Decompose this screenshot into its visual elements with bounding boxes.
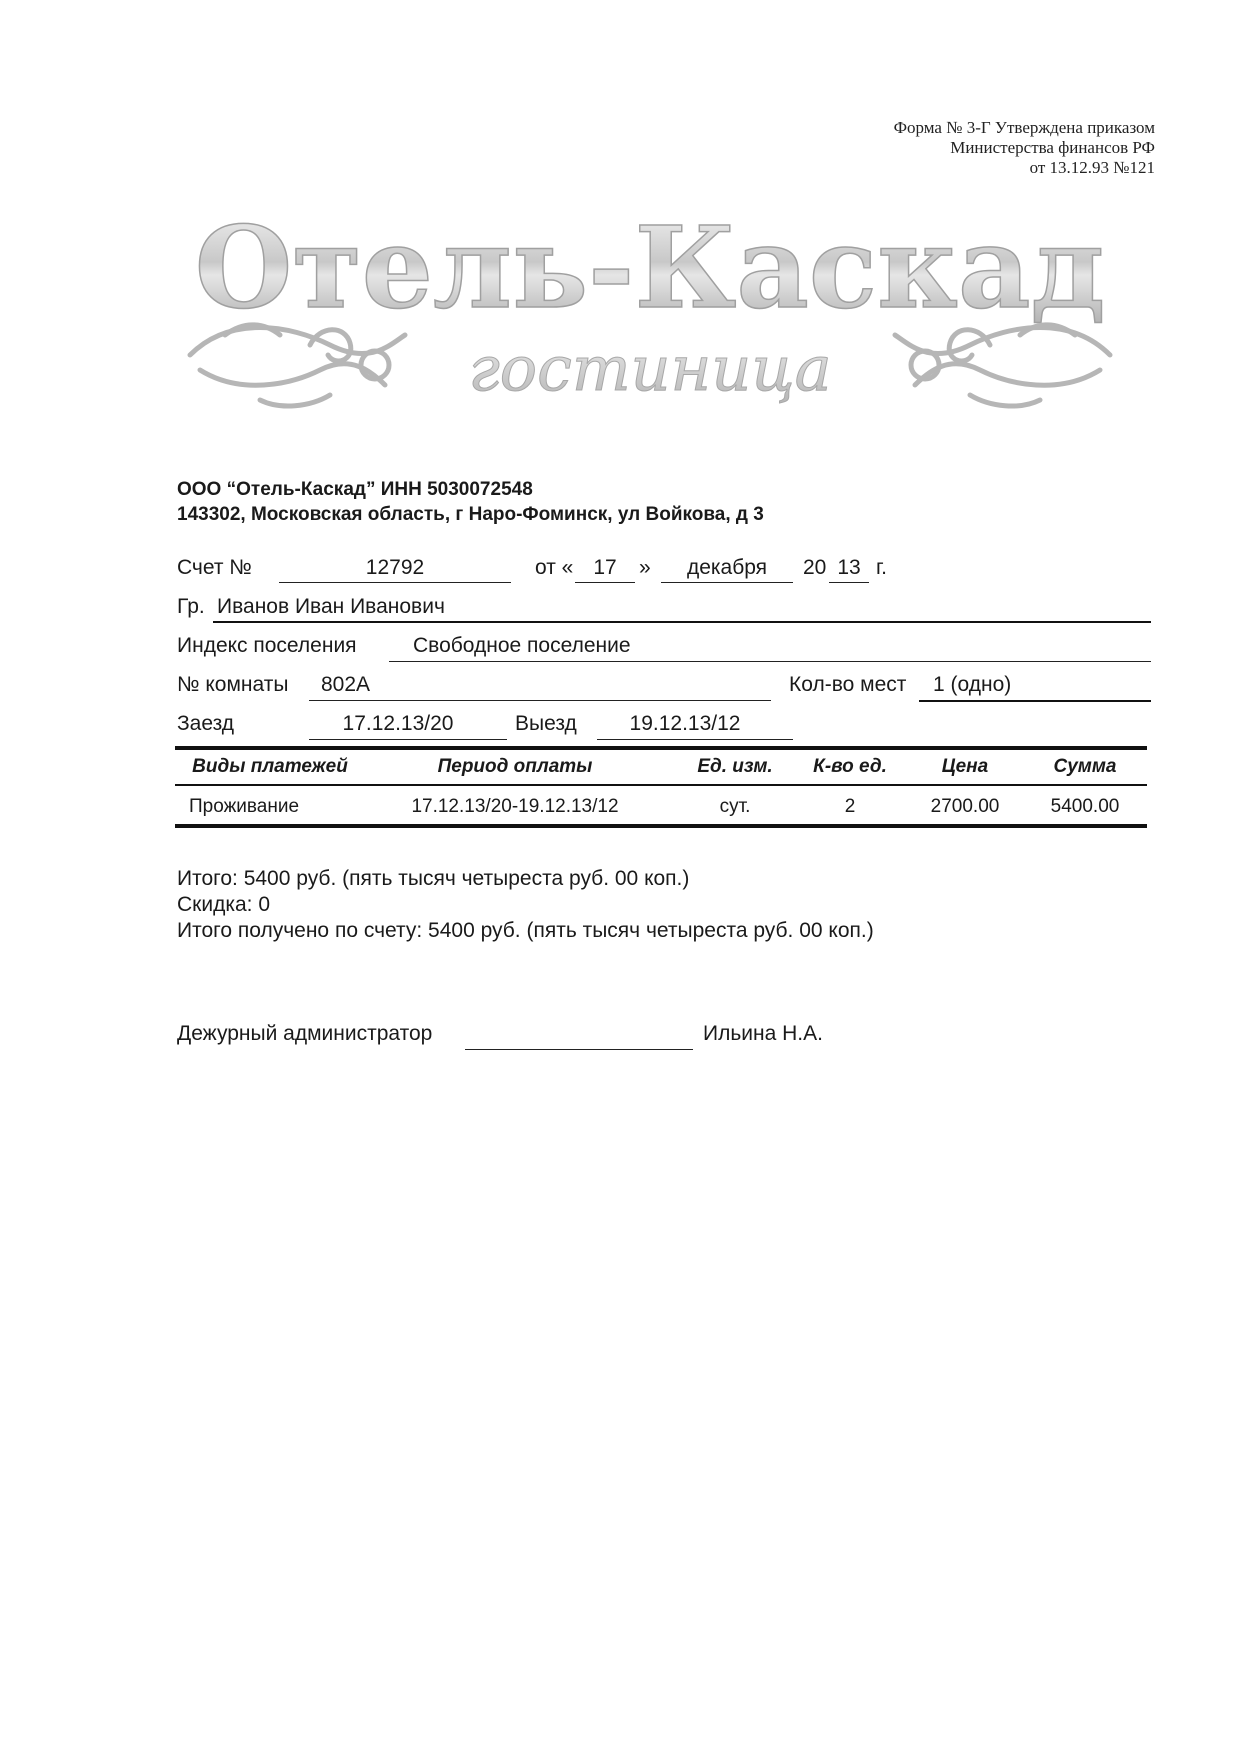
organization-block [177, 477, 764, 527]
checkin-label: Заезд [177, 712, 235, 735]
table-bottom-rule [175, 824, 1147, 828]
guest-underline [213, 621, 1151, 623]
room-underline [309, 700, 771, 701]
settlement-index-row [177, 634, 1157, 662]
discount: Скидка: 0 [177, 893, 271, 916]
invoice-number-value: 12792 [365, 556, 425, 579]
checkout-underline [597, 739, 793, 740]
form-note-line-2: Министерства финансов РФ [950, 138, 1155, 157]
settlement-index-label: Индекс поселения [177, 634, 357, 657]
settlement-index-underline [389, 661, 1151, 662]
form-approval-note [894, 118, 1155, 178]
date-year-underline [829, 582, 869, 583]
date-day-value: 17 [593, 556, 617, 579]
invoice-number-underline [279, 582, 511, 583]
signature-name: Ильина Н.А. [703, 1022, 823, 1045]
date-day-underline [575, 582, 635, 583]
left-ornament-icon [190, 325, 405, 406]
date-year-value: 13 [837, 556, 861, 579]
signature-line [465, 1049, 693, 1050]
table-top-rule [175, 746, 1147, 750]
date-month-value: декабря [686, 556, 768, 579]
date-month-underline [661, 582, 793, 583]
checkout-value: 19.12.13/12 [629, 712, 741, 735]
guest-label: Гр. [177, 595, 205, 618]
form-note-line-3: от 13.12.93 №121 [1029, 158, 1155, 177]
checkout-label: Выезд [515, 712, 577, 735]
total-received: Итого получено по счету: 5400 руб. (пять тысяч четыреста руб. 00 коп.) [177, 919, 874, 942]
logo-subtitle: гостиница [468, 332, 832, 405]
invoice-number-row [177, 556, 937, 584]
table-header-rule [175, 784, 1147, 786]
settlement-index-value: Свободное поселение [413, 634, 631, 657]
hotel-logo [170, 195, 1130, 445]
signature-row [177, 1022, 877, 1052]
table-header-payment-type: Виды платежей [192, 756, 348, 777]
table-header-quantity: К-во ед. [813, 756, 887, 777]
date-from-label: от « [535, 556, 574, 579]
organization-name: ООО “Отель-Каскад” ИНН 5030072548 [177, 479, 533, 500]
places-label: Кол-во мест [789, 673, 907, 696]
checkin-underline [309, 739, 507, 740]
date-day-close: » [639, 556, 651, 579]
total-amount: Итого: 5400 руб. (пять тысяч четыреста руб. 00 коп.) [177, 867, 690, 890]
table-cell-payment-type: Проживание [189, 796, 300, 817]
places-underline [919, 700, 1151, 702]
right-ornament-icon [895, 325, 1110, 406]
table-header-price: Цена [941, 756, 989, 777]
checkin-value: 17.12.13/20 [342, 712, 454, 735]
room-value: 802А [321, 673, 371, 696]
form-note-line-1: Форма № 3-Г Утверждена приказом [893, 118, 1155, 137]
table-cell-quantity: 2 [844, 796, 856, 817]
organization-address: 143302, Московская область, г Наро-Фоминск, ул Войкова, д 3 [177, 504, 764, 525]
stay-dates-row [177, 712, 1157, 740]
date-year-suffix: г. [876, 556, 887, 579]
table-header-unit: Ед. изм. [697, 756, 773, 777]
table-header-sum: Сумма [1053, 756, 1117, 777]
logo-title: Отель-Каскад [194, 203, 1106, 334]
invoice-number-label: Счет № [177, 556, 252, 579]
date-century: 20 [803, 556, 827, 579]
table-header-period: Период оплаты [437, 756, 593, 777]
totals-block [177, 866, 874, 944]
room-row [177, 673, 1157, 701]
signature-label: Дежурный администратор [177, 1022, 433, 1045]
table-cell-period: 17.12.13/20-19.12.13/12 [411, 796, 619, 817]
guest-row [177, 595, 1157, 623]
places-value: 1 (одно) [933, 673, 1012, 696]
table-cell-sum: 5400.00 [1050, 796, 1120, 817]
table-cell-price: 2700.00 [930, 796, 1000, 817]
guest-name: Иванов Иван Иванович [217, 595, 445, 618]
room-label: № комнаты [177, 673, 289, 696]
table-cell-unit: сут. [719, 796, 751, 817]
